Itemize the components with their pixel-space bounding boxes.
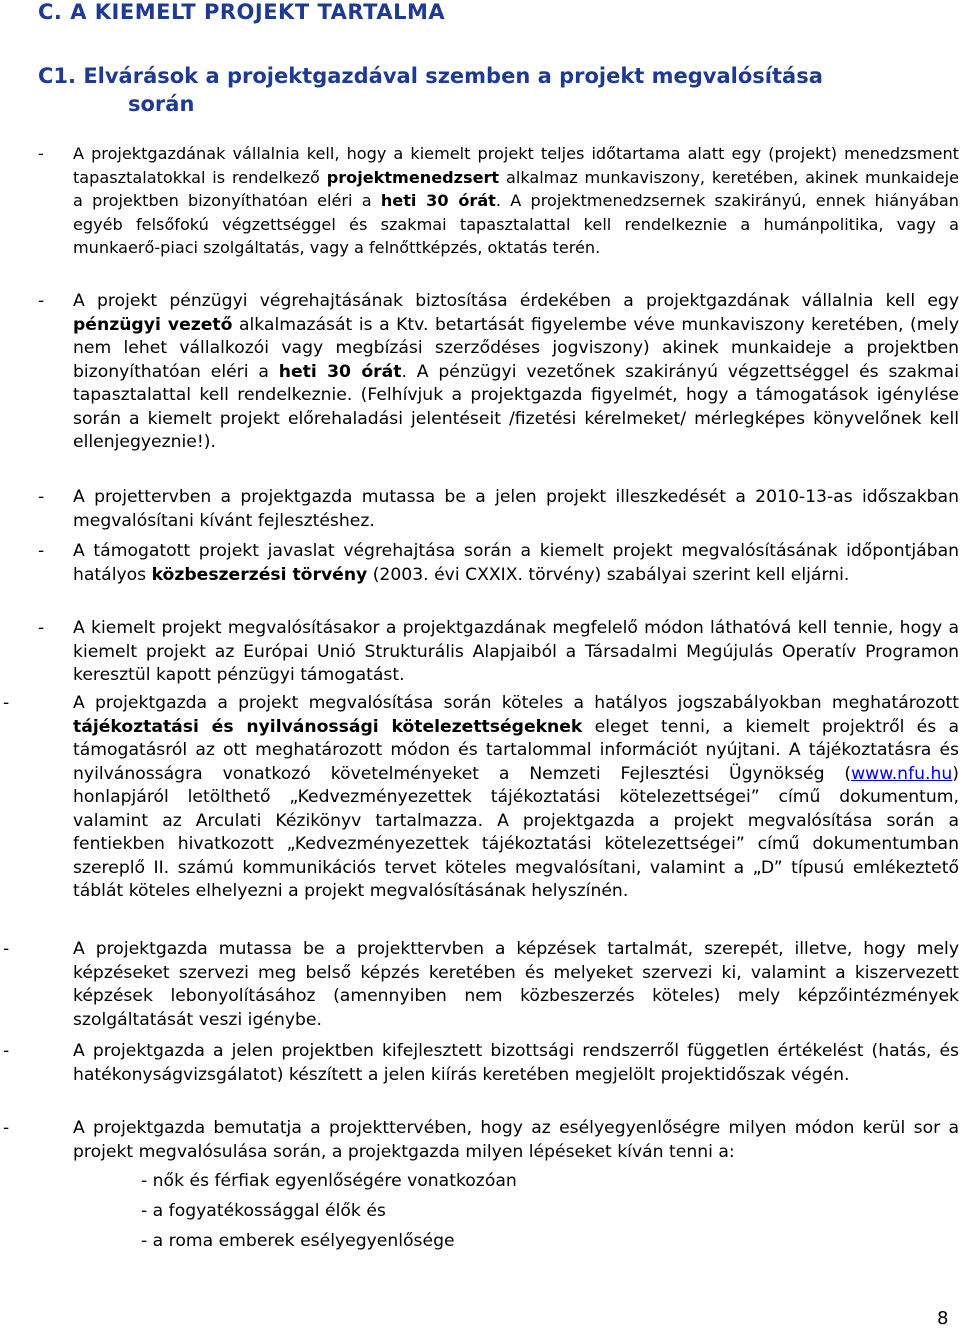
text-run: (2003. évi CXXIX. törvény) szabályai szerint kell eljárni.: [367, 564, 850, 585]
section-heading: C. A KIEMELT PROJEKT TARTALMA: [38, 0, 446, 24]
list-item-text: [73, 142, 959, 260]
bold-text: projektmenedzsert: [326, 167, 500, 187]
text-run: eleget tenni, a kiemelt projektről és a támogatásról az ott meghatározott módon és tartalommal információt nyújtani. A tájékoztatásra és nyilvánosságra vonatkozó követelményeket a Nemzeti Fejlesztési Ügynökség (: [73, 716, 959, 784]
subsection-title-line1: Elvárások a projektgazdával szemben a projekt megvalósítása: [83, 64, 823, 88]
bold-text: közbeszerzési törvény: [151, 564, 368, 585]
nfu-link[interactable]: www.nfu.hu: [851, 763, 953, 784]
text-run: A projektgazdának vállalnia kell, hogy a kiemelt projekt teljes időtartama alatt egy (projekt) menedzsment tapasztalatokkal is rendelkező: [73, 144, 959, 187]
sub-list-item: - a roma emberek esélyegyenlősége: [141, 1231, 455, 1251]
list-dash: -: [3, 1041, 10, 1061]
text-run: A projektgazda a jelen projektben kifejlesztett bizottsági rendszerről független értékelést (hatás, és hatékonyságvizsgálatot) készített a jelen kiírás keretében megjelölt projektidőszak végén.: [73, 1041, 959, 1085]
list-dash: -: [3, 693, 10, 713]
list-item-text: [73, 938, 959, 1032]
list-dash: -: [38, 144, 44, 163]
text-run: A projettervben a projektgazda mutassa be a jelen projekt illeszkedését a 2010-13-as időszakban megvalósítani kívánt fejlesztéshez.: [73, 487, 959, 531]
subsection-heading: [38, 62, 918, 118]
text-run: . A pénzügyi vezetőnek szakirányú végzettséggel és szakmai tapasztalattal kell rendelkeznie. (Felhívjuk a projektgazda figyelmét, hogy a támogatások igénylése során a kiemelt projekt előrehaladási jelentéseit /fizetési kérelmeket/ mérlegképes könyvelőnek kell ellenjegyeznie!).: [73, 361, 959, 452]
list-item-text: [73, 540, 959, 587]
bold-text: tájékoztatási és nyilvánossági kötelezettségeknek: [73, 716, 583, 737]
list-dash: -: [38, 541, 45, 561]
list-dash: -: [3, 939, 10, 959]
sub-list-item: - nők és férfiak egyenlőségére vonatkozóan: [141, 1171, 517, 1191]
text-run: A projektgazda bemutatja a projekttervében, hogy az esélyegyenlőségre milyen módon kerül sor a projekt megvalósulása során, a projektgazda milyen lépéseket kíván tenni a:: [73, 1118, 959, 1162]
list-dash: -: [3, 1118, 10, 1138]
list-item-text: [73, 290, 959, 455]
subsection-title-line2: során: [128, 92, 195, 116]
list-dash: -: [38, 618, 45, 638]
bold-text: heti 30 órát: [278, 361, 402, 382]
text-run: A támogatott projekt javaslat végrehajtása során a kiemelt projekt megvalósításának időpontjában hatályos: [73, 541, 959, 585]
list-item-text: [73, 617, 959, 688]
list-dash: -: [38, 487, 45, 507]
text-run: alkalmaz munkaviszony, keretében, akinek munkaideje a projektben bizonyíthatóan eléri a: [73, 167, 959, 210]
subsection-number: C1.: [38, 64, 77, 88]
text-run: A projekt pénzügyi végrehajtásának biztosítása érdekében a projektgazdának vállalnia kell egy: [73, 291, 959, 311]
bold-text: heti 30 órát: [380, 191, 496, 210]
list-dash: -: [38, 291, 45, 311]
bold-text: pénzügyi vezető: [73, 314, 233, 335]
list-item-text: [73, 486, 959, 533]
text-run: ) honlapjáról letölthető „Kedvezményezettek tájékoztatási kötelezettségei” című dokumentum, valamint az Arculati Kézikönyv tartalmazza. A projektgazda a projekt megvalósítása során a fentiekben hivatkozott „Kedvezményezettek tájékoztatási kötelezettségei” című dokumentumban szereplő II. számú kommunikációs tervet köteles megvalósítani, valamint a „D” típusú emlékeztető táblát köteles elhelyezni a projekt megvalósításának helyszínén.: [73, 763, 959, 901]
sub-list-item: - a fogyatékossággal élők és: [141, 1201, 386, 1221]
page-number: 8: [937, 1308, 949, 1329]
text-run: A kiemelt projekt megvalósításakor a projektgazdának megfelelő módon láthatóvá kell tennie, hogy a kiemelt projekt az Európai Unió Strukturális Alapjaiból a Társadalmi Megújulás Operatív Programon keresztül kapott pénzügyi támogatást.: [73, 618, 959, 685]
list-item-text: [73, 1040, 959, 1087]
text-run: alkalmazását is a Ktv. betartását figyelembe véve munkaviszony keretében, (mely nem lehet vállalkozói vagy megbízási szerződéses jogviszony) akinek munkaideje a projektben bizonyíthatóan eléri a: [73, 314, 959, 382]
text-run: A projektgazda a projekt megvalósítása során köteles a hatályos jogszabályokban meghatározott: [73, 693, 959, 713]
text-run: A projektgazda mutassa be a projekttervben a képzések tartalmát, szerepét, illetve, hogy mely képzéseket szervezi meg belső képzés keretében és melyeket szervezi ki, valamint a kiszervezett képzések lebonyolításához (amennyiben nem közbeszerzés köteles) mely képzőintézmények szolgáltatását veszi igénybe.: [73, 939, 959, 1030]
list-item-text: [73, 1117, 959, 1164]
text-run: . A projektmenedzsernek szakirányú, ennek hiányában egyéb felsőfokú végzettséggel és szakmai tapasztalattal kell rendelkeznie a humánpolitika, vagy a munkaerő-piaci szolgáltatás, vagy a felnőttképzés, oktatás terén.: [73, 191, 959, 257]
list-item-text: [73, 692, 959, 904]
